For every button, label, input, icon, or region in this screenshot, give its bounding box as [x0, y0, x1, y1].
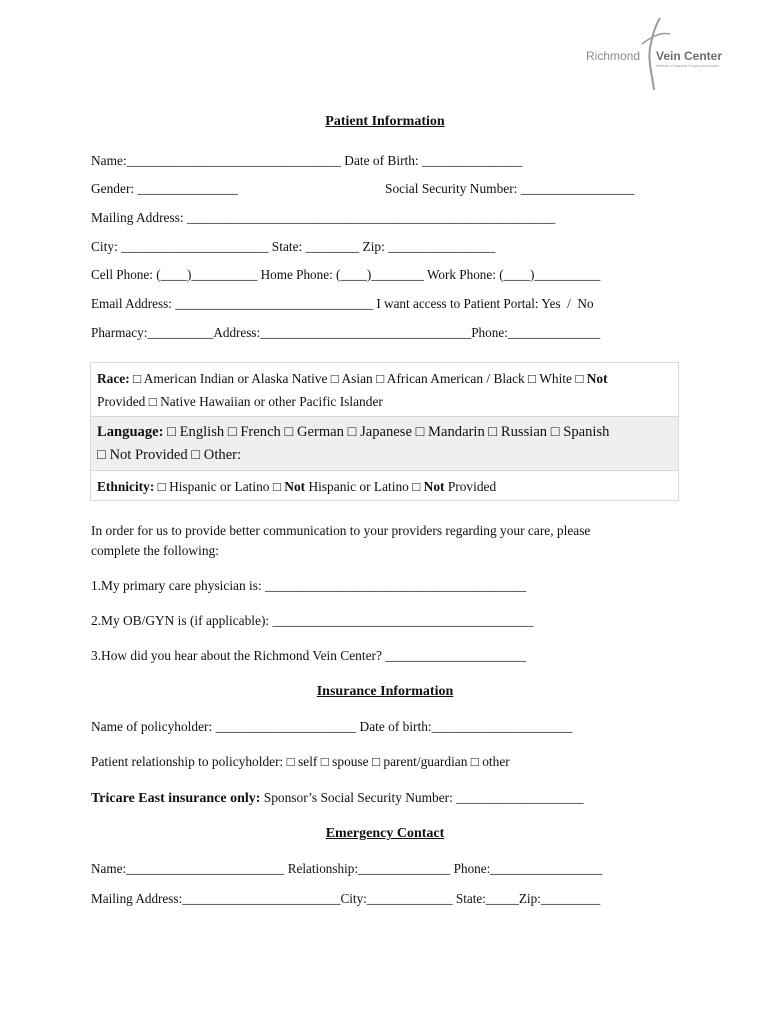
emergency-contact-title: Emergency Contact	[325, 826, 445, 841]
richmond-vein-center-logo	[582, 14, 742, 96]
language-label: Language:	[97, 424, 164, 440]
emergency-name-line[interactable]: Name:________________________ Relationship:______________ Phone:_________________	[91, 861, 603, 876]
patient-info-title: Patient Information	[325, 114, 445, 129]
phones-line[interactable]: Cell Phone: (____)__________ Home Phone: (____)________ Work Phone: (____)__________	[91, 267, 601, 282]
ethnicity-not-2: Not	[423, 479, 445, 494]
logo-tagline: Institute of Vascular Surgery Associates	[656, 64, 720, 68]
logo-name-left: Richmond	[586, 49, 641, 63]
name-dob-line[interactable]: Name:________________________________ Date of Birth: _______________	[91, 153, 523, 168]
ethnicity-option-a[interactable]: □ Hispanic or Latino □	[154, 479, 285, 494]
mailing-address-line[interactable]: Mailing Address: _______________________________________________________	[91, 210, 556, 225]
ethnicity-not-1: Not	[284, 479, 306, 494]
obgyn-line[interactable]: 2.My OB/GYN is (if applicable): _______________________________________	[91, 613, 534, 628]
ethnicity-label: Ethnicity:	[97, 479, 155, 494]
providers-intro-2: complete the following:	[91, 543, 219, 558]
race-options[interactable]: □ American Indian or Alaska Native □ Asian □ African American / Black □ White □	[129, 371, 587, 386]
ethnicity-option-b[interactable]: Hispanic or Latino □	[305, 479, 424, 494]
logo-swoosh-icon	[642, 33, 670, 44]
language-options[interactable]: □ English □ French □ German □ Japanese □ Mandarin □ Russian □ Spanish	[163, 424, 610, 440]
language-row	[91, 417, 678, 470]
insurance-info-title: Insurance Information	[316, 684, 454, 699]
race-not: Not	[586, 371, 608, 386]
primary-care-line[interactable]: 1.My primary care physician is: _______________________________________	[91, 578, 527, 593]
ethnicity-option-c: Provided	[444, 479, 497, 494]
demographics-table	[90, 362, 679, 501]
emergency-mailing-line[interactable]: Mailing Address:________________________City:_____________ State:_____Zip:_________	[91, 891, 601, 906]
race-label: Race:	[97, 371, 130, 386]
logo-name-right: Vein Center	[656, 49, 723, 63]
pharmacy-line[interactable]: Pharmacy:__________Address:________________________________Phone:______________	[91, 325, 601, 340]
providers-intro-1: In order for us to provide better communication to your providers regarding your care, please	[91, 523, 591, 538]
race-row	[91, 363, 678, 416]
ethnicity-row	[91, 471, 678, 500]
gender-line[interactable]: Gender: _______________	[91, 181, 238, 196]
relationship-line[interactable]: Patient relationship to policyholder: □ self □ spouse □ parent/guardian □ other	[91, 754, 510, 769]
policyholder-line[interactable]: Name of policyholder: _____________________ Date of birth:_____________________	[91, 719, 573, 734]
email-portal-line[interactable]: Email Address: ______________________________ I want access to Patient Portal: Yes / No	[91, 296, 594, 311]
referral-source-line[interactable]: 3.How did you hear about the Richmond Vein Center? _____________________	[91, 648, 526, 663]
tricare-label: Tricare East insurance only:	[91, 791, 261, 806]
tricare-sponsor-ssn[interactable]: Sponsor’s Social Security Number: ___________________	[260, 790, 584, 805]
ssn-line[interactable]: Social Security Number: _________________	[385, 181, 635, 196]
race-options-cont[interactable]: Provided □ Native Hawaiian or other Pacific Islander	[97, 394, 383, 409]
tricare-line[interactable]	[91, 790, 583, 807]
city-state-zip-line[interactable]: City: ______________________ State: ________ Zip: ________________	[91, 239, 496, 254]
language-options-cont[interactable]: □ Not Provided □ Other:	[97, 447, 242, 463]
